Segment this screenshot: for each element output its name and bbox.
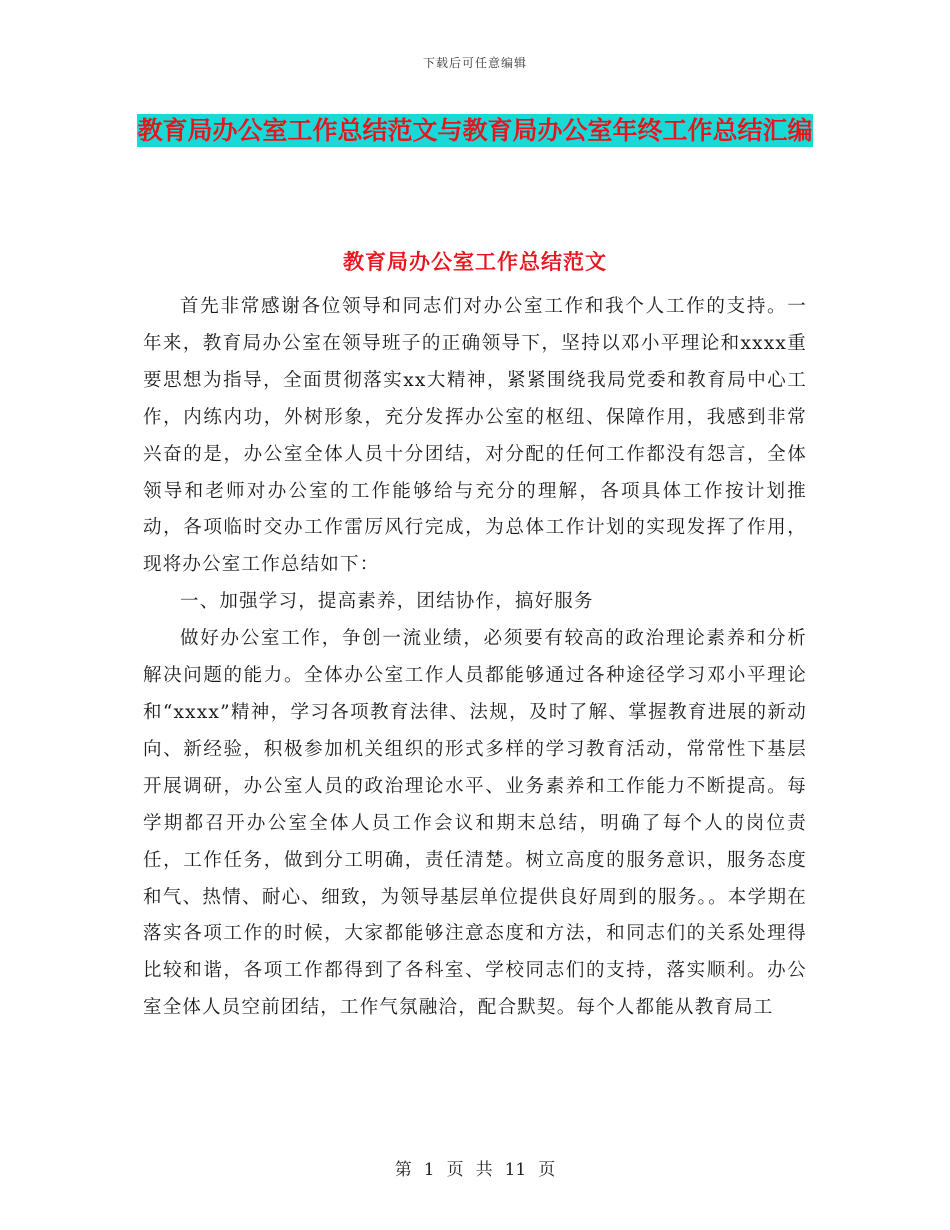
footer-suffix: 页 (538, 1160, 556, 1180)
footer-prefix: 第 (394, 1160, 412, 1180)
footer-page-label: 页 (446, 1160, 464, 1180)
document-title-text: 教育局办公室工作总结范文与教育局办公室年终工作总结汇编 (137, 116, 813, 145)
document-title (120, 106, 830, 156)
paragraph-heading-1: 一、加强学习，提高素养，团结协作，搞好服务 (180, 591, 594, 613)
header-note: 下载后可任意编辑 (422, 56, 527, 70)
page-footer (0, 1155, 950, 1180)
footer-total-label: 共 (475, 1160, 493, 1180)
footer-page-number: 1 (423, 1160, 435, 1180)
footer-total-pages: 11 (504, 1160, 527, 1180)
section-title: 教育局办公室工作总结范文 (343, 249, 607, 274)
paragraph-study: 做好办公室工作，争创一流业绩，必须要有较高的政治理论素养和分析解决问题的能力。全体办公室工作人员都能够通过各种途径学习邓小平理论和“xxxx”精神，学习各项教育法律、法规，及时了解、掌握教育进展的新动向、新经验，积极参加机关组织的形式多样的学习教育活动，常常性下基层开展调研，办公室人员的政治理论水平、业务素养和工作能力不断提高。每学期都召开办公室全体人员工作会议和期末总结，明确了每个人的岗位责任，工作任务，做到分工明确，责任清楚。树立高度的服务意识，服务态度和气、热情、耐心、细致，为领导基层单位提供良好周到的服务。。本学期在落实各项工作的时候，大家都能够注意态度和方法，和同志们的关系处理得比较和谐，各项工作都得到了各科室、学校同志们的支持，落实顺利。办公室全体人员空前团结，工作气氛融洽，配合默契。每个人都能从教育局工 (143, 628, 807, 1019)
document-body (143, 289, 807, 1027)
paragraph-intro: 首先非常感谢各位领导和同志们对办公室工作和我个人工作的支持。一年来，教育局办公室在领导班子的正确领导下，坚持以邓小平理论和xxxx重要思想为指导，全面贯彻落实xx大精神，紧紧围绕我局党委和教育局中心工作，内练内功，外树形象，充分发挥办公室的枢纽、保障作用，我感到非常兴奋的是，办公室全体人员十分团结，对分配的任何工作都没有怨言，全体领导和老师对办公室的工作能够给与充分的理解，各项具体工作按计划推动，各项临时交办工作雷厉风行完成，为总体工作计划的实现发挥了作用，现将办公室工作总结如下： (143, 296, 807, 576)
